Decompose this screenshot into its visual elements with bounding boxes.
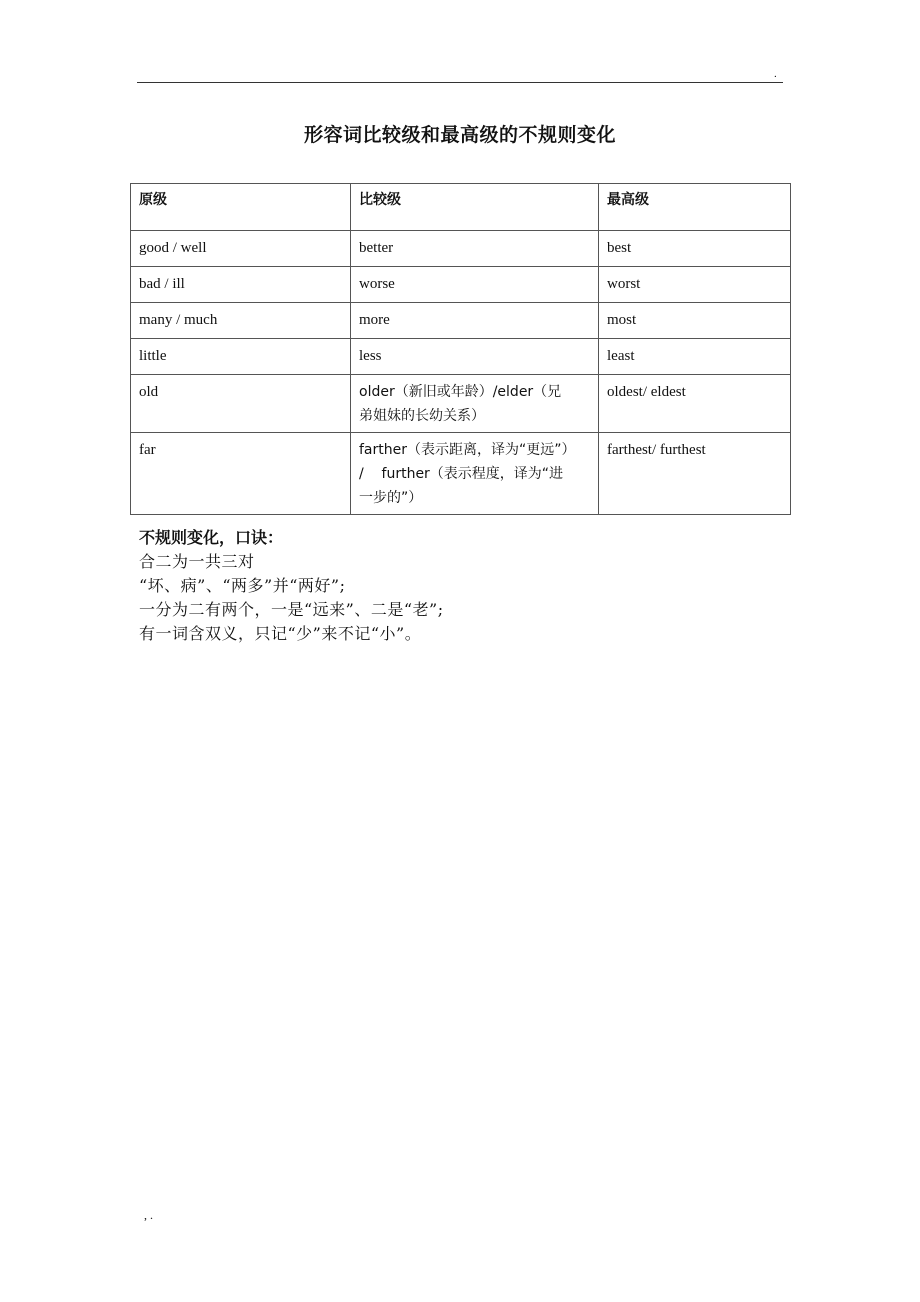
cell-superlative: worst	[599, 267, 791, 303]
header-base: 原级	[131, 184, 351, 231]
cell-comparative: better	[351, 231, 599, 267]
mnemonic-line: “坏、病”、“两多”并“两好”;	[139, 576, 346, 595]
table-row	[131, 339, 791, 375]
cell-comparative	[351, 375, 599, 433]
table-row	[131, 267, 791, 303]
footer-mark: , .	[144, 1208, 153, 1222]
cell-base: many / much	[131, 303, 351, 339]
irregular-forms-table	[130, 183, 791, 515]
mnemonic-heading: 不规则变化，口诀：	[139, 528, 284, 547]
mnemonic-line: 有一词含双义，只记“少”来不记“小”。	[139, 624, 422, 643]
cell-comparative-line: 一步的”）	[359, 490, 423, 506]
table-row	[131, 231, 791, 267]
cell-superlative: best	[599, 231, 791, 267]
mnemonic-line: 一分为二有两个，一是“远来”、二是“老”;	[139, 600, 444, 619]
mnemonic-line: 合二为一共三对	[139, 552, 255, 571]
header-dot: .	[774, 68, 777, 80]
cell-comparative: less	[351, 339, 599, 375]
cell-superlative: oldest/ eldest	[599, 375, 791, 433]
header-superlative: 最高级	[599, 184, 791, 231]
cell-comparative-line: 弟姐妹的长幼关系）	[359, 408, 485, 424]
table-row	[131, 375, 791, 433]
cell-base: good / well	[131, 231, 351, 267]
cell-comparative: worse	[351, 267, 599, 303]
table-header-row	[131, 184, 791, 231]
header-comparative: 比较级	[351, 184, 599, 231]
page-title: 形容词比较级和最高级的不规则变化	[303, 124, 616, 146]
cell-superlative: farthest/ furthest	[599, 433, 791, 515]
cell-superlative: most	[599, 303, 791, 339]
table-row	[131, 433, 791, 515]
cell-base: far	[131, 433, 351, 515]
cell-comparative	[351, 433, 599, 515]
cell-superlative: least	[599, 339, 791, 375]
cell-comparative: more	[351, 303, 599, 339]
cell-comparative-line: farther（表示距离，译为“更远”）	[359, 442, 576, 458]
mnemonic-section	[139, 526, 789, 646]
cell-comparative-line: older（新旧或年龄）/elder（兄	[359, 384, 562, 400]
cell-base: little	[131, 339, 351, 375]
cell-base: old	[131, 375, 351, 433]
header-rule	[137, 82, 783, 83]
table-row	[131, 303, 791, 339]
cell-comparative-line: / further（表示程度，译为“进	[359, 466, 564, 482]
cell-base: bad / ill	[131, 267, 351, 303]
